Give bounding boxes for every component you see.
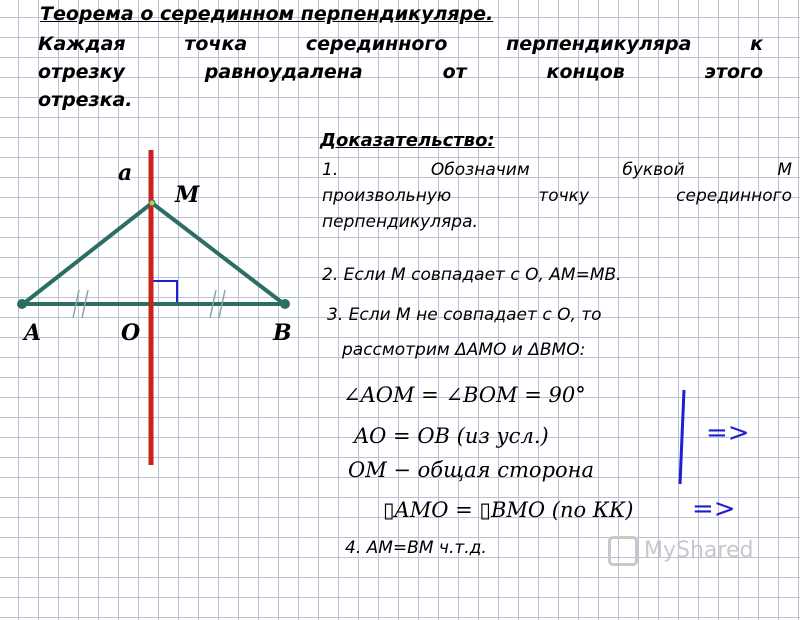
proof-step-2: 2. Если М совпадает с О, АМ=МВ.: [322, 265, 622, 285]
equation-congruence: ▯AMO = ▯BMO (по КК): [383, 498, 634, 522]
theorem-line-1: Каждая точка серединного перпендикуляра к: [38, 33, 763, 55]
point-M: [149, 200, 155, 206]
label-point-A: A: [24, 320, 42, 346]
theorem-line-2: отрезку равноудалена от концов этого: [38, 61, 763, 83]
point-B: [280, 299, 290, 309]
watermark-icon: [608, 536, 638, 566]
step1-line-1: 1. Обозначим буквой М: [322, 160, 792, 180]
label-point-B: B: [273, 320, 292, 346]
proof-step-3-line-2: рассмотрим ΔАМО и ΔВМО:: [342, 340, 586, 360]
point-A: [17, 299, 27, 309]
watermark-text: MyShared: [644, 538, 754, 563]
step1-line-3: перпендикуляра.: [322, 212, 478, 232]
geometry-figure: [0, 140, 320, 620]
side-MB: [152, 203, 284, 304]
equation-angles: ∠AOM = ∠BOM = 90°: [343, 383, 586, 407]
right-angle-mark: [152, 281, 177, 305]
equation-sides: AO = OB (из усл.): [354, 424, 549, 448]
proof-step-1: [322, 157, 792, 235]
label-point-O: O: [121, 320, 141, 346]
implies-arrow-2: =>: [692, 494, 736, 524]
brace-bar: [676, 388, 696, 488]
equation-common-side: OM − общая сторона: [348, 458, 595, 482]
proof-step-4: 4. АМ=ВМ ч.т.д.: [345, 538, 487, 558]
label-line-a: a: [118, 160, 133, 186]
proof-title: Доказательство:: [320, 130, 495, 151]
proof-step-3-line-1: 3. Если М не совпадает с О, то: [327, 305, 602, 325]
label-point-M: M: [175, 182, 200, 208]
implies-arrow-1: =>: [706, 418, 750, 448]
theorem-title: Теорема о серединном перпендикуляре.: [40, 3, 494, 25]
theorem-statement: [38, 30, 763, 114]
theorem-line-3: отрезка.: [38, 89, 133, 111]
step1-line-2: произвольную точку серединного: [322, 186, 792, 206]
side-AM: [23, 203, 152, 304]
